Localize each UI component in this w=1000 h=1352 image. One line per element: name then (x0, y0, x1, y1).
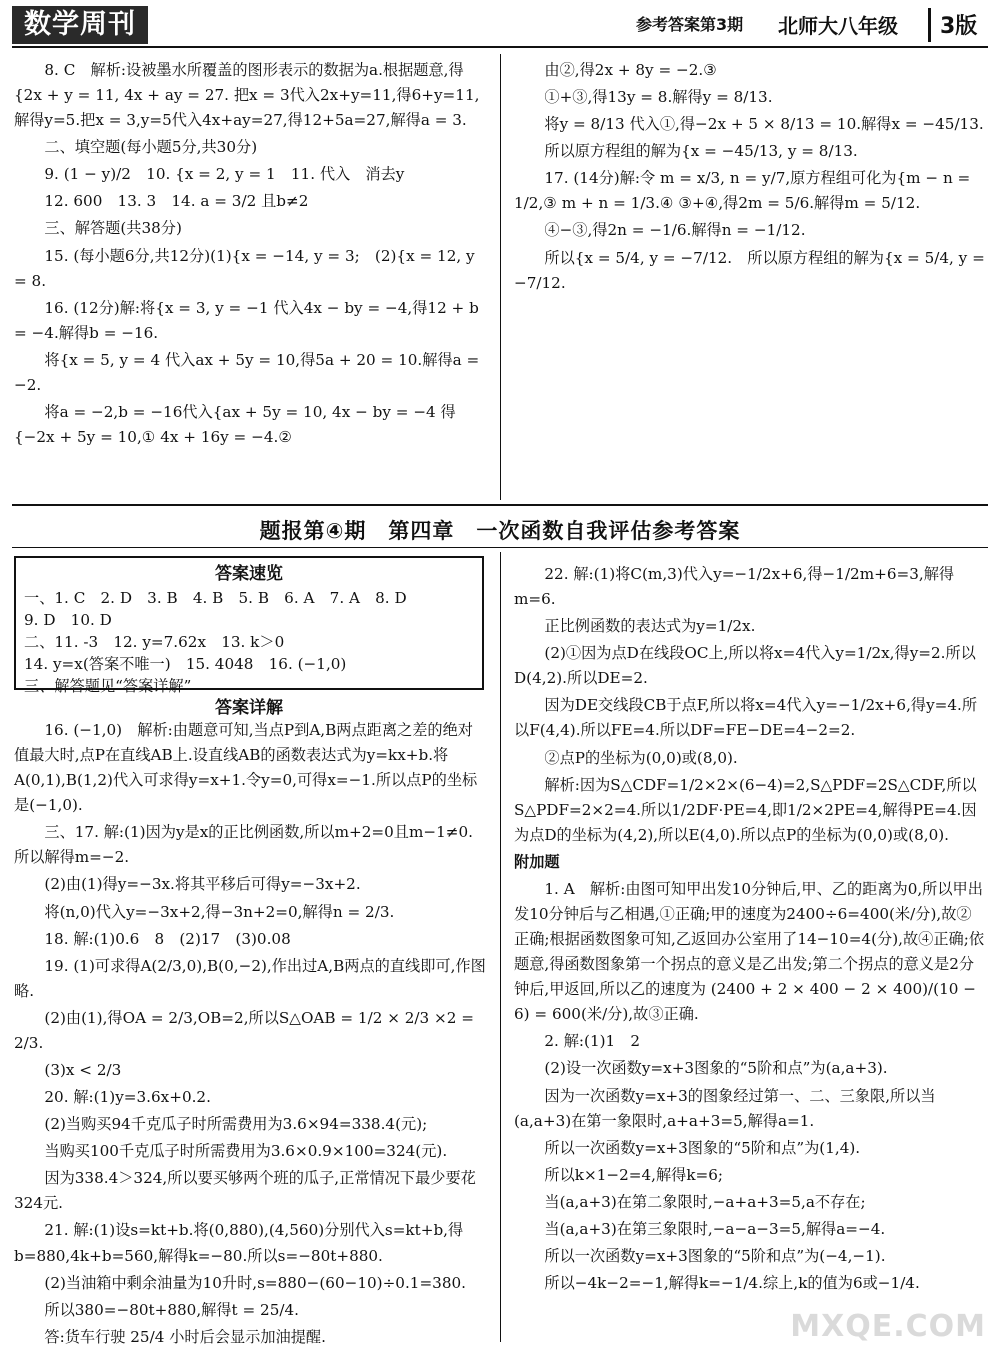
section-title: 题报第④期 第四章 一次函数自我评估参考答案 (259, 519, 741, 543)
section-fill-blank: 二、填空题(每小题5分,共30分) (44, 138, 258, 157)
bonus-2-f: 当(a,a+3)在第二象限时,−a+a+3=5,a不存在; (544, 1192, 866, 1211)
header-divider (928, 8, 931, 42)
bottom-right-column (514, 562, 986, 1298)
detail-21-c: 所以380=−80t+880,解得t = 25/4. (44, 1300, 299, 1319)
detail-22-d: 因为DE交线段CB于点F,所以将x=4代入y=−1/2x+6,得y=4.所以F(4,4).所以FE=4.所以DF=FE−DE=4−2=2. (514, 696, 978, 740)
answer-17-c: 所以{x = 5/4, y = −7/12. 所以原方程组的解为{x = 5/4, y = −7/12. (514, 248, 985, 292)
detail-20-c: 当购买100千克瓜子时所需费用为3.6×0.9×100=324(元). (44, 1142, 448, 1161)
answer-16-a: 16. (12分)解:将{x = 3, y = −1 代入4x − by = −4,得12 + b = −4.解得b = −16. (14, 298, 479, 342)
bonus-2-e: 所以k×1−2=4,解得k=6; (544, 1165, 724, 1184)
answers-9-11: 9. (1 − y)/2 10. {x = 2, y = 1 11. 代入 消去y (44, 165, 405, 184)
bonus-2-i: 所以−4k−2=−1,解得k=−1/4.综上,k的值为6或−1/4. (544, 1274, 920, 1293)
detail-20-a: 20. 解:(1)y=3.6x+0.2. (44, 1088, 211, 1107)
detail-20-b: (2)当购买94千克瓜子时所需费用为3.6×94=338.4(元); (44, 1115, 428, 1134)
detail-21-a: 21. 解:(1)设s=kt+b.将(0,880),(4,560)分别代入s=kt+b,得b=880,4k+b=560,解得k=−80.所以s=−80t+880. (14, 1221, 464, 1265)
detail-title: 答案详解 (215, 698, 283, 718)
bonus-2-c: 因为一次函数y=x+3的图象经过第一、二、三象限,所以当(a,a+3)在第一象限时,a+a+3=5,解得a=1. (514, 1086, 936, 1130)
section-rule-top (12, 504, 988, 506)
grade-label: 北师大八年级 (778, 14, 898, 38)
top-column-divider (500, 54, 501, 500)
bonus-heading: 附加题 (514, 852, 560, 871)
top-right-column (514, 58, 986, 298)
page-label: 3版 (940, 14, 978, 39)
detail-19-b: (2)由(1),得OA = 2/3,OB=2,所以S△OAB = 1/2 × 2/3 ×2 = 2/3. (14, 1008, 474, 1052)
detail-17-a: 三、17. 解:(1)因为y是x的正比例函数,所以m+2=0且m−1≠0.所以解得m=−2. (14, 823, 473, 867)
detail-22-e: ②点P的坐标为(0,0)或(8,0). (544, 748, 738, 767)
answer-8: 8. C 解析:设被墨水所覆盖的图形表示的数据为a.根据题意,得{2x + y = 11, 4x + ay = 27. 把x = 3代入2x+y=11,得6+y=11,解得y=5.把x = 3,y=5代入4x+ay=27,得12+5a=27,解得a = 3. (14, 61, 480, 130)
issue-label: 参考答案第3期 (636, 15, 744, 34)
quick-line-1: 一、1. C 2. D 3. B 4. B 5. B 6. A 7. A 8. D (24, 588, 407, 607)
header-rule (12, 46, 988, 48)
answer-16-g: 所以原方程组的解为{x = −45/13, y = 8/13. (544, 142, 858, 161)
quick-line-3: 二、11. -3 12. y=7.62x 13. k＞0 (24, 632, 285, 651)
detail-19-c: (3)x < 2/3 (44, 1061, 122, 1080)
bonus-2-b: (2)设一次函数y=x+3图象的“5阶和点”为(a,a+3). (544, 1059, 888, 1078)
answers-12-14: 12. 600 13. 3 14. a = 3/2 且b≠2 (44, 192, 309, 211)
bonus-2-a: 2. 解:(1)1 2 (544, 1032, 641, 1051)
answer-17-a: 17. (14分)解:令 m = x/3, n = y/7,原方程组可化为{m − n = 1/2,③ m + n = 1/3.④ ③+④,得2m = 5/6.解得m = 5/12. (514, 169, 971, 213)
detail-21-d: 答:货车行驶 25/4 小时后会显示加油提醒. (44, 1327, 326, 1346)
top-left-column (14, 58, 486, 452)
detail-16: 16. (−1,0) 解析:由题意可知,当点P到A,B两点距离之差的绝对值最大时,点P在直线AB上.设直线AB的函数表达式为y=kx+b.将A(0,1),B(1,2)代入可求得y=x+1.令y=0,可得x=−1.所以点P的坐标是(−1,0). (14, 721, 478, 815)
section-solve: 三、解答题(共38分) (44, 219, 182, 238)
answer-17-b: ④−③,得2n = −1/6.解得n = −1/12. (544, 221, 806, 240)
detail-17-c: 将(n,0)代入y=−3x+2,得−3n+2=0,解得n = 2/3. (44, 902, 395, 921)
watermark: MXQE.COM (790, 1309, 986, 1344)
answer-15: 15. (每小题6分,共12分)(1){x = −14, y = 3; (2){x = 12, y = 8. (14, 246, 475, 290)
masthead-logo: 数学周刊 (12, 6, 148, 44)
detail-17-b: (2)由(1)得y=−3x.将其平移后可得y=−3x+2. (44, 875, 361, 894)
quick-line-4: 14. y=x(答案不唯一) 15. 4048 16. (−1,0) (24, 654, 347, 673)
bottom-column-divider (500, 552, 501, 1342)
answer-16-f: 将y = 8/13 代入①,得−2x + 5 × 8/13 = 10.解得x = −45/13. (544, 115, 984, 134)
detail-19-a: 19. (1)可求得A(2/3,0),B(0,−2),作出过A,B两点的直线即可,作图略. (14, 956, 486, 1000)
bonus-2-d: 所以一次函数y=x+3图象的“5阶和点”为(1,4). (544, 1138, 861, 1157)
detail-21-b: (2)当油箱中剩余油量为10升时,s=880−(60−10)÷0.1=380. (44, 1273, 466, 1292)
detail-18: 18. 解:(1)0.6 8 (2)17 (3)0.08 (44, 929, 291, 948)
detail-22-b: 正比例函数的表达式为y=1/2x. (544, 617, 756, 636)
answer-16-e: ①+③,得13y = 8.解得y = 8/13. (544, 88, 773, 107)
answer-16-b: 将{x = 5, y = 4 代入ax + 5y = 10,得5a + 20 = 10.解得a = −2. (14, 350, 480, 394)
answer-16-d: 由②,得2x + 8y = −2.③ (544, 61, 717, 79)
bonus-2-h: 所以一次函数y=x+3图象的“5阶和点”为(−4,−1). (544, 1247, 886, 1266)
section-rule-bottom (12, 547, 988, 548)
detail-20-d: 因为338.4＞324,所以要买够两个班的瓜子,正常情况下最少要花324元. (14, 1169, 476, 1213)
detail-22-f: 解析:因为S△CDF=1/2×2×(6−4)=2,S△PDF=2S△CDF,所以S△PDF=2×2=4.所以1/2DF·PE=4,即1/2×2PE=4,解得PE=4.因为点D的坐标为(4,2),所以E(4,0).所以点P的坐标为(0,0)或(8,0). (514, 775, 977, 844)
detail-22-c: (2)①因为点D在线段OC上,所以将x=4代入y=1/2x,得y=2.所以D(4,2).所以DE=2. (514, 644, 976, 688)
detail-22-a: 22. 解:(1)将C(m,3)代入y=−1/2x+6,得−1/2m+6=3,解得m=6. (514, 565, 955, 609)
quick-answers-box (14, 556, 484, 695)
bottom-left-column (14, 718, 486, 1352)
answer-16-c: 将a = −2,b = −16代入{ax + 5y = 10, 4x − by = −4 得{−2x + 5y = 10,① 4x + 16y = −4.② (14, 403, 456, 447)
quick-line-2: 9. D 10. D (24, 610, 112, 629)
bonus-2-g: 当(a,a+3)在第三象限时,−a−a−3=5,解得a=−4. (544, 1219, 886, 1238)
quick-answers-title: 答案速览 (215, 564, 283, 584)
bonus-1: 1. A 解析:由图可知甲出发10分钟后,甲、乙的距离为0,所以甲出发10分钟后与乙相遇,①正确;甲的速度为2400÷6=400(米/分),故②正确;根据函数图象可知,乙返回办公室用了14−10=4(分),故④正确;依题意,得函数图象第一个拐点的意义是乙出发;第二个拐点的意义是2分钟后,甲返回,所以乙的速度为 (2400 + 2 × 400 − 2 × 400)/(10 − 6) = 600(米/分),故③正确. (514, 879, 985, 1024)
quick-line-5: 三、解答题见“答案详解” (24, 676, 192, 695)
